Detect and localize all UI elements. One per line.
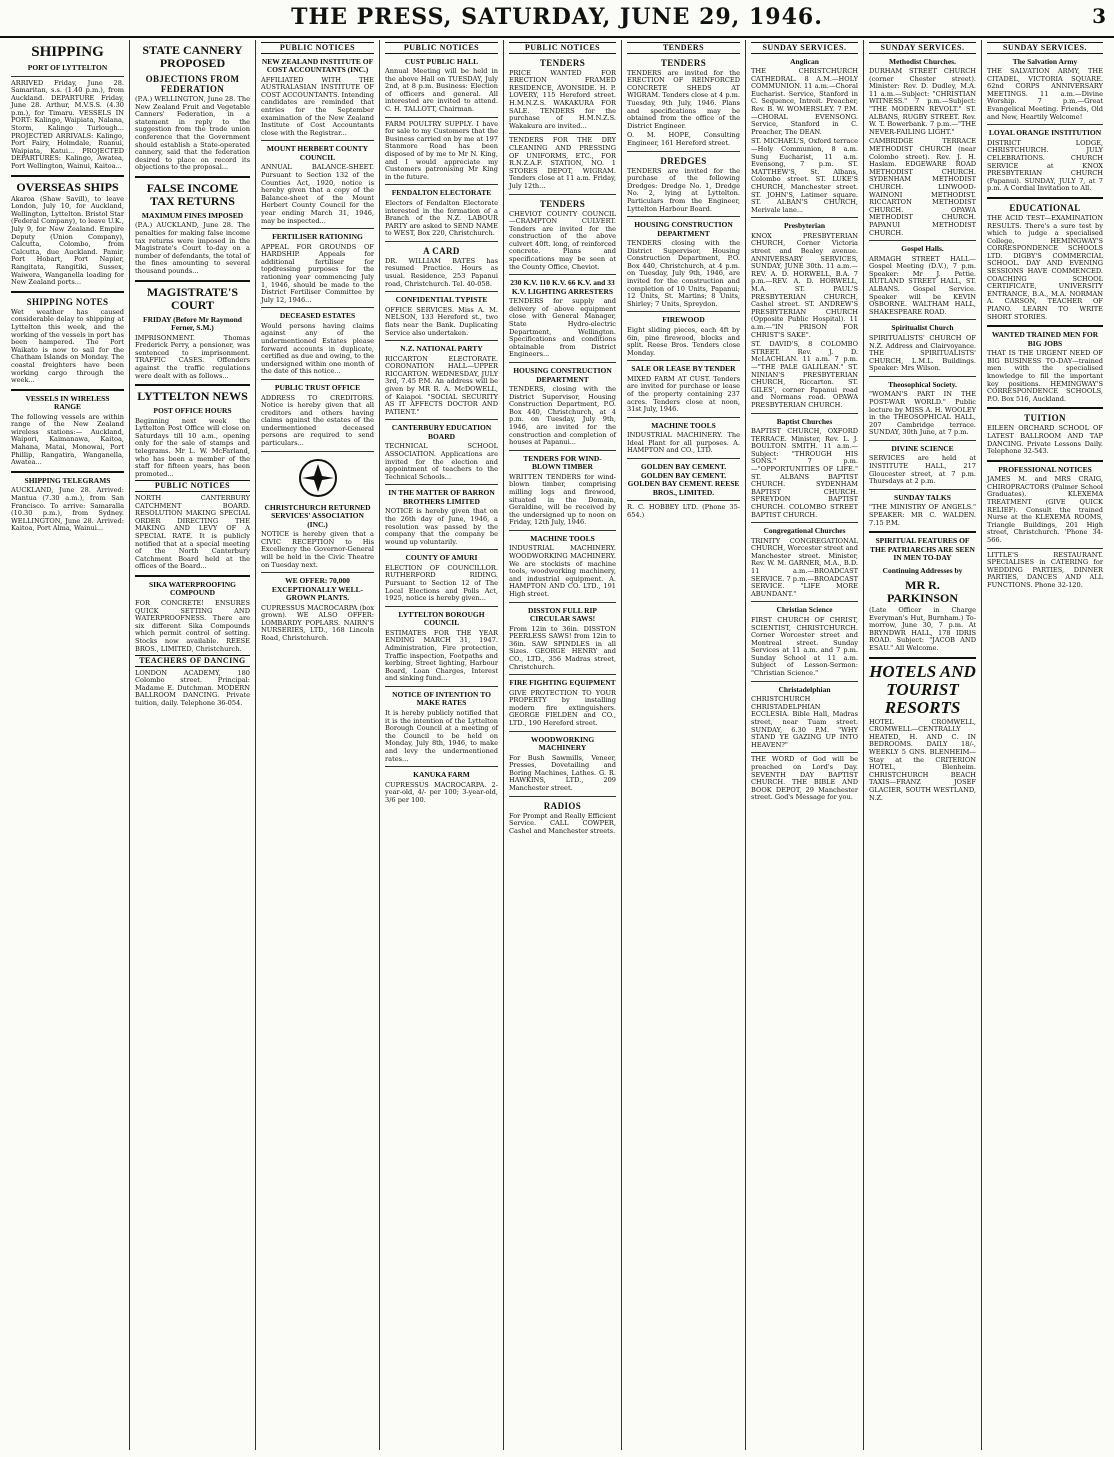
cost-text: AFFILIATED WITH THE AUSTRALASIAN INSTITUTE OF COST ACCOUNTANTS. Intending candidates are reminded that entries for the September examination of the New Zealand Institute of Cost Accountants close with the Registrar... — [261, 75, 374, 137]
typist-heading: CONFIDENTIAL TYPISTE — [395, 295, 488, 305]
patriarchs-text: (Late Officer in Charge Everyman's Hut, Burnham.) To-morrow, June 30, 7 p.m. At BRYNDWR HALL, 178 IDRIS ROAD. Subject: "JACOB AND ESAU." All Welcome. — [869, 606, 976, 653]
presbyterian-heading: Presbyterian — [783, 221, 826, 231]
christian-science-text: FIRST CHURCH OF CHRIST, SCIENTIST, CHRISTCHURCH. Corner Worcester street and Montreal street. Sunday Services at 11 a.m. and 7 p.m. Sunday School at 11 a.m. Subject of Lesson-Sermon: "Christian Science." — [751, 615, 858, 678]
machine-text: INDUSTRIAL MACHINERY. The Ideal Plant for all purposes. A. HAMPTON and CO., LTD. — [627, 431, 740, 455]
christadelphian-heading: Christadelphian — [778, 684, 831, 694]
tenders-heading: TENDERS — [660, 57, 707, 68]
dredges-heading: DREDGES — [660, 155, 707, 166]
kanuka-heading: KANUKA FARM — [413, 770, 470, 780]
theosophy-text: "WOMAN'S PART IN THE POST-WAR WORLD." Public lecture by MISS A. H. WOOLEY in the THEOSOPHICAL HALL, 207 Cambridge terrace. SUNDAY, 30th June, at 7 p.m. — [869, 390, 976, 437]
divine-science-text: SERVICES are held at INSTITUTE HALL, 217 Gloucester street, at 7 p.m. Thursdays at 2 p.m. — [869, 454, 976, 486]
congregational-heading: Congregational Churches — [763, 526, 846, 536]
tax-subheading: MAXIMUM FINES IMPOSED — [141, 210, 244, 220]
card-heading: A CARD — [423, 245, 460, 256]
congregational-text: TRINITY CONGREGATIONAL CHURCH, Worcester street and Manchester street. Minister, Rev. W. M. GARNER, M.A., B.D. 11 a.m.—BROADCAST SERVICE. 7 p.m.—BROADCAST SERVICE. "LIFE MORE ABUNDANT." — [751, 536, 859, 598]
column-tenders — [622, 40, 746, 1450]
dry-cleaning-text: TENDERS FOR THE DRY CLEANING AND PRESSING OF UNIFORMS, ETC., FOR R.N.Z.A.F. STATION, NO. 1 STORES DEPOT, WIGRAM. Tenders close at 11 a.m. Friday, July 12th... — [509, 136, 616, 190]
lyttelton-text: Beginning next week the Lyttelton Post Office will close on Saturdays till 10 a.m., opening only for the sale of stamps and telegrams. Mr L. W. McFarland, who has been a member of the staff for fifteen years, has been promoted... — [135, 416, 250, 478]
cannery-subheading: OBJECTIONS FROM FEDERATION — [145, 74, 240, 94]
mount-herbert-heading: MOUNT HERBERT COUNTY COUNCIL — [266, 144, 369, 162]
gospel-heading: Gospel Halls. — [901, 244, 944, 254]
word-of-god-text: THE WORD of God will be preached on Lord's Day. SEVENTH DAY BAPTIST CHURCH. THE BIBLE AND BOOK DEPOT, 29 Manchester street. God's Message for you. — [751, 755, 858, 802]
lyttelton-subheading: POST OFFICE HOURS — [153, 406, 232, 416]
trust-heading: PUBLIC TRUST OFFICE — [274, 383, 361, 392]
rsa-heading: CHRISTCHURCH RETURNED SERVICES' ASSOCIATION (INC.) — [264, 502, 371, 529]
arresters-text: TENDERS for supply and delivery of above equipment close with General Manager, State Hydro-electric Department, Wellington. Specifications and conditions obtainable from District Engineers... — [509, 297, 616, 359]
firewood-text: Eight sliding pieces, each 4ft by 6in, pine firewood, blocks and split. Reese Bros. Tenders close Monday. — [627, 325, 740, 357]
tax-text: (P.A.) AUCKLAND, June 28. The penalties for making false income tax returns were imposed in the Magistrate's Court to-day on a number of defendants, the total of the fines amounting to several thousand pounds... — [135, 221, 250, 275]
housing-dept-heading: HOUSING CONSTRUCTION DEPARTMENT — [513, 366, 612, 384]
sika-heading: SIKA WATERPROOFING COMPOUND — [148, 579, 237, 598]
educational-heading: EDUCATIONAL — [1009, 202, 1081, 213]
port-heading: PORT OF LYTTELTON — [27, 63, 108, 72]
tenders-text: PRICE WANTED FOR ERECTION FRAMED RESIDENCE, AVONSIDE. H. P. LOVERY, 115 Hereford street. H.M.N.Z.S. WAKAKURA FOR SALE. TENDERS for the purchase of H.M.N.Z.S. Wakakura are invited... — [509, 68, 616, 130]
professional-heading: PROFESSIONAL NOTICES — [998, 464, 1092, 474]
cust-text: Annual Meeting will be held in the above Hall on TUESDAY, July 2nd, at 8 p.m. Business: Election of officers and general. All interested are invited to attend. C. H. TALLOTT, Chairman. — [385, 67, 498, 114]
lyttelton-heading: LYTTELTON NEWS — [137, 389, 248, 404]
divine-science-heading: DIVINE SCIENCE — [891, 443, 954, 453]
tuition-text: EILEEN ORCHARD SCHOOL OF LATEST BALLROOM AND TAP DANCING. Private Lessons Daily. Telephone 32-543. — [987, 424, 1103, 456]
orange-heading: LOYAL ORANGE INSTITUTION — [988, 128, 1102, 138]
mount-herbert-text: ANNUAL BALANCE-SHEET. Pursuant to Section 132 of the Counties Act, 1920, notice is hereby given that a copy of the Balance-sheet of the Mount Herbert County Council for the year ending March 31, 1946, may be inspected... — [261, 163, 374, 225]
housing-heading: HOUSING CONSTRUCTION DEPARTMENT — [634, 220, 733, 238]
st-david-text: ST. DAVID'S, 8 COLOMBO STREET. Rev. J. D. McLACHLAN. 11 a.m. 7 p.m.—"THE PALE GALILEAN." ST. NINIAN'S PRESBYTERIAN CHURCH, Riccarton. ST. GILES', corner Papanui road and Normans road. OPAWA PRESBYTERIAN CHURCH. — [751, 340, 858, 409]
presbyterian-text: KNOX PRESBYTERIAN CHURCH, Corner Victoria street and Bealey avenue. ANNIVERSARY SERVICES, SUNDAY, JUNE 30th. 11 a.m.—REV. A. D. HORWELL, B.A. 7 p.m.—REV. A. D. HORWELL, M.A. ST. PAUL'S PRESBYTERIAN CHURCH, Cashel street. ST. ANDREW'S PRESBYTERIAN CHURCH (Opposite Public Hospital). 11 a.m.—"IN PRISON FOR CHRIST'S SAKE". — [751, 231, 858, 339]
telegrams-heading: SHIPPING TELEGRAMS — [24, 475, 111, 485]
column-sunday-services-1 — [746, 40, 864, 1450]
tenders-heading: TENDERS — [539, 57, 586, 68]
anglican-churches-text: ST. MICHAEL'S, Oxford terrace—Holy Communion, 8 a.m. Sung Eucharist, 11 a.m. Evensong, 7 p.m. ST. MATTHEW'S, St. Albans, Colombo street. ST. LUKE'S CHURCH, Manchester street. ST. JOHN'S, Latimer square. ST. ALBAN'S CHURCH, Merivale lane... — [751, 137, 858, 214]
restaurant-text: LITTLE'S RESTAURANT. SPECIALISES in CATERING for WEDDING PARTIES, DINNER PARTIES, DANCES AND ALL FUNCTIONS. Phone 32-120. — [987, 550, 1103, 589]
public-notices-banner: PUBLIC NOTICES — [261, 42, 374, 54]
sunday-talks-text: "THE MINISTRY OF ANGELS." SPEAKER: MR C. WALDEN. 7.15 P.M. — [869, 503, 976, 527]
shipping-heading: SHIPPING — [31, 44, 104, 60]
theosophy-heading: Theosophical Society. — [888, 379, 957, 389]
rsa-badge-icon — [288, 456, 348, 500]
sunday-services-banner: SUNDAY SERVICES. — [987, 42, 1103, 54]
christian-science-heading: Christian Science — [776, 605, 833, 615]
sika-text: FOR CONCRETE! ENSURES QUICK SETTING AND WATERPROOFNESS. There are six different Sika Compounds which permit control of setting. Stocks now available. REESE BROS., LIMITED, Christchurch. — [135, 598, 250, 653]
orange-text: DISTRICT LODGE, CHRISTCHURCH. JULY CELEBRATIONS. CHURCH SERVICE at KNOX PRESBYTERIAN CHURCH (Papanui). SUNDAY, JULY 7, at 7 p.m. A Cordial Invitation to All. — [987, 138, 1103, 193]
national-party-text: RICCARTON ELECTORATE. CORONATION HALL—UPPER RICCARTON. WEDNESDAY, JULY 3rd, 7.45 P.M. An address will be given by MR R. A. McDOWELL, of Kaiapoi. "SOCIAL SECURITY AS IT AFFECTS DOCTOR AND PATIENT." — [385, 354, 498, 416]
overseas-text: Akaroa (Shaw Savill), to leave London, July 10, for Auckland, Wellington, Lyttelton. Bristol Star (Federal Company), to leave U.K., July 9, for New Zealand. Empire Deputy (Union Company), Calcutta, Colombo, from Calcutta, due Auckland. Pamir, Port Hobart, Port Napier, Rangitata, Rangitiki, Sussex, Waiwera, Wanganella loading for New Zealand ports... — [11, 194, 124, 287]
overseas-heading: OVERSEAS SHIPS — [16, 179, 119, 194]
disston-heading: DISSTON FULL RIP CIRCULAR SAWS! — [527, 605, 598, 624]
firewood-heading: FIREWOOD — [662, 315, 705, 325]
baptist-text: BAPTIST CHURCH, OXFORD TERRACE. Minister, Rev. L. J. BOULTON SMITH. 11 a.m.—Subject: "THROUGH HIS SONS." 7 p.m.—"OPPORTUNITIES OF LIFE." ST. ALBANS BAPTIST CHURCH. SYDENHAM BAPTIST CHURCH. SPREYDON BAPTIST CHURCH. COLOMBO STREET BAPTIST CHURCH. — [751, 427, 858, 519]
column-sunday-services-2 — [864, 40, 982, 1450]
tenders-text: TENDERS are invited for the ERECTION OF REINFORCED CONCRETE SHEDS AT WIGRAM. Tenders close at 4 p.m. Tuesday, 9th July, 1946. Plans and specifications may be obtained from the office of the District Engineer. — [627, 68, 740, 130]
woodworking-text: For Bush Sawmills, Veneer, Presses, Dovetailing and Boring Machines, Lathes. G. R. HAWKINS, LTD., 209 Manchester street. — [509, 753, 616, 792]
christadelphian-text: CHRISTCHURCH CHRISTADELPHIAN ECCLESIA. Bible Hall, Madras street, near Tuam street. SUNDAY, 6.30 P.M. "WHY STAND YE GAZING UP INTO HEAVEN?" — [751, 695, 858, 749]
education-board-text: TECHNICAL SCHOOL ASSOCIATION. Applications are invited for the election and appointment of teachers to the Technical Schools... — [385, 442, 498, 481]
timber-text: WRITTEN TENDERS for wind-blown timber, comprising milling logs and firewood, situated in the Domain, Geraldine, will be received by the undersigned up to noon on Friday, 12th July, 1946. — [509, 472, 616, 527]
typist-text: OFFICE SERVICES. Miss A. M. NELSON, 133 Hereford st., two flats near the Bank. Duplicating Service also undertaken. — [385, 305, 498, 337]
dancing-text: LONDON ACADEMY, 180 Colombo street. Principal: Madame E. Dutchman. MODERN BALLROOM DANCING. Private tuition, daily. Telephone 36-054. — [135, 668, 250, 708]
column-sunday-services-3 — [982, 40, 1108, 1450]
column-public-notices-3 — [504, 40, 622, 1450]
anglican-text: THE CHRISTCHURCH CATHEDRAL. 8 A.M.—HOLY COMMUNION. 11 a.m.—Choral Eucharist. Service, Stanford in C. Sequence, Introit. Preacher, Rev. B. W. WOMERSLEY. 7 P.M.—CHORAL EVENSONG. Service, Stanford in C. Preacher, The DEAN. — [751, 67, 858, 136]
dredges-text: TENDERS are invited for the purchase of the following Dredges: Dredge No. 1, Dredge No. 2, lying at Lyttelton. Particulars from the Engineer, Lyttelton Harbour Board. — [627, 166, 740, 213]
sunday-talks-heading: SUNDAY TALKS — [894, 492, 951, 502]
radios-text: For Prompt and Really Efficient Service. CALL COWPER, Cashel and Manchester streets. — [509, 811, 616, 835]
cost-heading: NEW ZEALAND INSTITUTE OF COST ACCOUNTANTS (INC.) — [261, 56, 374, 75]
column-news — [130, 40, 256, 1450]
shipping-notes-text: Wet weather has caused considerable delay to shipping at Lyttelton this week, and the working of the vessels in port has been hampered. The Port Waikato is now to sail for the Chatham Islands on Monday. The coastal freighters have been working cargo through the week... — [11, 307, 124, 385]
arresters-heading: 230 K.V. 110 K.V. 66 K.V. and 33 K.V. LIGHTING ARRESTERS — [510, 278, 615, 296]
baptist-heading: Baptist Churches — [776, 416, 833, 426]
woodworking-heading: WOODWORKING MACHINERY — [530, 734, 595, 753]
housing-text: TENDERS closing with the District Supervisor, Housing Construction Department, P.O. Box 440, Christchurch, at 4 p.m. on Tuesday, July 9th, 1946, are invited for the construction and completion of 10 Units, Papanui; 12 Units, St. Martins; 8 Units, Shirley; 7 Units, Spreydon. — [627, 239, 740, 308]
rates-heading: NOTICE OF INTENTION TO MAKE RATES — [392, 689, 491, 708]
spiritualist-heading: Spiritualist Church — [891, 323, 954, 333]
wanted-heading: WANTED TRAINED MEN FOR BIG JOBS — [991, 330, 1099, 348]
methodist-churches-text: CAMBRIDGE TERRACE METHODIST CHURCH (near Colombo street). Rev. J. H. Haslam. EDGEWARE ROAD METHODIST CHURCH. SYDENHAM METHODIST CHURCH. LINWOOD-WAINONI METHODIST. RICCARTON METHODIST CHURCH. OPAWA METHODIST CHURCH. PAPANUI METHODIST CHURCH. — [869, 137, 976, 237]
masthead-title: THE PRESS, SATURDAY, JUNE 29, 1946. — [291, 4, 823, 30]
wireless-heading: VESSELS IN WIRELESS RANGE — [25, 393, 110, 412]
dancing-banner: TEACHERS OF DANCING — [135, 655, 250, 667]
cannery-heading: STATE CANNERY PROPOSED — [142, 43, 243, 70]
court-heading: MAGISTRATE'S COURT — [146, 284, 239, 312]
spiritualist-text: SPIRITUALISTS' CHURCH OF N.Z. Address and Clairvoyance. THE SPIRITUALISTS' CHURCH, L.M.L. Buildings. Speaker: Mrs Wilson. — [869, 333, 976, 373]
machine-heading: MACHINE TOOLS — [651, 420, 716, 430]
farm-sale-heading: SALE OR LEASE BY TENDER — [631, 364, 736, 374]
public-notices-banner: PUBLIC NOTICES — [385, 42, 498, 54]
poultry-text: FARM POULTRY SUPPLY. I have for sale to my Customers that the Business carried on by me at 197 Stanmore Road has been disposed of by me to Mr N. King, and I would appreciate my Customers patronising Mr King in the future. — [385, 119, 498, 181]
gospel-text: ARMAGH STREET HALL—Gospel Meeting (D.V.), 7 p.m. Speaker: Mr J. Pettie. RUTLAND STREET HALL, ST. ALBANS. Gospel Service. Speaker will be KEVIN OSBORNE. WALTHAM HALL, SHAKESPEARE ROAD. — [869, 254, 976, 316]
card-text: DR. WILLIAM BATES has resumed Practice. Hours as usual. Residence, 253 Papanui road, Christchurch. Tel. 40-058. — [385, 256, 498, 288]
deceased-heading: DECEASED ESTATES — [279, 311, 356, 321]
speaker-name: MR R. PARKINSON — [886, 578, 959, 606]
professional-text: JAMES M. and MRS CRAIG, CHIROPRACTORS (Palmer School Graduates). KLEXEMA TREATMENT (GIVE QUICK RELIEF). Consult the trained Nurse at the KLEXEMA ROOMS, Triangle Buildings, 201 High street, Christchurch. 'Phone 34-566. — [987, 475, 1103, 544]
shipping-text: ARRIVED Friday, June 28. Samaritan, s.s. (1.40 p.m.), from Auckland. DEPARTURE Friday, June 28. Arthur, M.V.S.S. (4.30 p.m.), for Timaru. VESSELS IN PORT: Kalingo, Waipiata, Nalana, Storm, Kalingo Turlough... PROJECTED ARRIVALS: Kalingo, Port Fairy, Holmdale, Ruanui, Waipiata, Katui... PROJECTED DEPARTURES: Kalingo, Awatea, Port Wellington, Wainui, Kaitoa... — [11, 78, 124, 171]
wireless-text: The following vessels are within range of the New Zealand wireless stations:— Auckland, Waipori, Kaimanawa, Kaitoa, Mahana, Matai, Monowai, Port Phillip, Rangatira, Wanganella, Awatea... — [11, 412, 124, 467]
court-subheading: FRIDAY (Before Mr Raymond Ferner, S.M.) — [143, 314, 242, 333]
barron-text: NOTICE is hereby given that on the 26th day of June, 1946, a resolution was passed by the company that the company be wound up voluntarily. — [385, 507, 498, 546]
column-public-notices-1 — [256, 40, 380, 1450]
salvation-heading: The Salvation Army — [1012, 56, 1078, 66]
cannery-text: (P.A.) WELLINGTON, June 28. The New Zealand Fruit and Vegetable Canners' Federation, in a statement in reply to the suggestion from the trade union conference that the Government should establish a State-operated cannery, said that the federation desired to place on record its objections to the proposal... — [135, 95, 250, 172]
patriarchs-subheading: Continuing Addresses by — [882, 565, 963, 575]
nursery-heading: WE OFFER: 70,000 EXCEPTIONALLY WELL-GROWN PLANTS. — [271, 576, 364, 603]
public-notices-banner: PUBLIC NOTICES — [509, 42, 616, 54]
wanted-text: THAT IS THE URGENT NEED OF BIG BUSINESS TO-DAY—trained men with the specialised knowledge to fill the important key positions. HEMINGWAY'S CORRESPONDENCE SCHOOLS, P.O. Box 516, Auckland. — [987, 349, 1103, 403]
farm-sale-text: MIXED FARM AT CUST. Tenders are invited for purchase or lease of the property containing 237 acres. Tenders close at noon, 31st July, 1946. — [627, 374, 740, 414]
hotels-heading: HOTELS AND TOURIST RESORTS — [869, 661, 976, 717]
patriarchs-heading: SPIRITUAL FEATURES OF THE PATRIARCHS ARE SEEN IN MEN TO-DAY — [870, 536, 975, 563]
deceased-text: Would persons having claims against any of the undermentioned Estates please forward accounts in duplicate, certified as due and owing, to the undersigned within one month of the date of this notice... — [261, 321, 374, 376]
catchment-notice-text: NORTH CANTERBURY CATCHMENT BOARD. RESOLUTION MAKING SPECIAL ORDER DIRECTING THE MAKING AND LEVY OF A SPECIAL RATE. It is publicly notified that at a special meeting of the North Canterbury Catchment Board held at the offices of the Board... — [135, 494, 250, 571]
column-shipping — [6, 40, 130, 1450]
amuri-text: ELECTION OF COUNCILLOR. RUTHERFORD RIDING. Pursuant to Section 12 of The Local Elections and Polls Act, 1925, notice is hereby given... — [385, 563, 498, 603]
machine-tools-text: INDUSTRIAL MACHINERY. WOODWORKING MACHINERY. We are stockists of machine tools, woodworking machinery, and industrial equipment. A. HAMPTON AND CO. LTD., 191 High street. — [509, 544, 616, 598]
trust-text: ADDRESS TO CREDITORS. Notice is hereby given that all creditors and others having claims against the estates of the undermentioned deceased persons are required to send particulars... — [261, 393, 374, 448]
fire-text: GIVE PROTECTION TO YOUR PROPERTY by installing modern fire extinguishers. GEORGE FIELDEN and CO., LTD., 190 Hereford street. — [509, 688, 616, 727]
anglican-heading: Anglican — [790, 56, 819, 66]
methodist-text: DURHAM STREET CHURCH (corner Chester street). Minister: Rev. D. Dudley, M.A. 11 a.m.—Subject: "CHRISTIAN WITNESS." 7 p.m.—Subject: "THE MODERN REVOLT." ST. ALBANS, RUGBY STREET. Rev. W. T. Bowerbank. 7 p.m.—"THE NEVER-FAILING LIGHT." — [869, 67, 976, 136]
hotels-text: HOTEL CROMWELL, CROMWELL—CENTRALLY HEATED, H. AND C. IN BEDROOMS. DAILY 18/-, WEEKLY 5 GNS. BLENHEIM—Stay at the CRITERION HOTEL, Blenheim. CHRISTCHURCH BEACH TAXIS—FRANZ JOSEF GLACIER, SOUTH WESTLAND, N.Z. — [869, 717, 976, 802]
barron-heading: IN THE MATTER OF BARRON BROTHERS LIMITED — [388, 488, 495, 506]
fertiliser-heading: FERTILISER RATIONING — [272, 232, 363, 242]
fendalton-text: Electors of Fendalton Electorate interested in the formation of a Branch of the N.Z. LABOUR PARTY are asked to SEND NAME to WEST, Box 220, Christchurch. — [385, 198, 498, 238]
masthead — [0, 0, 1114, 38]
lyttelton-borough-text: ESTIMATES FOR THE YEAR ENDING MARCH 31, 1947. Administration, Fire protection, Traffic inspection, Footpaths and kerbing, Street lighting, Harbour Board, Loan Charges, Interest and sinking fund... — [385, 628, 498, 683]
page-number: 3 — [1092, 4, 1106, 28]
tenders2-text: CHEVIOT COUNTY COUNCIL—CRAMPTON CULVERT. Tenders are invited for the construction of the above culvert 40ft. long, of reinforced concrete. Plans and specifications may be seen at the County Office, Cheviot. — [509, 209, 616, 271]
tenders2-heading: TENDERS — [539, 198, 586, 209]
tuition-heading: TUITION — [1024, 413, 1066, 424]
fire-heading: FIRE FIGHTING EQUIPMENT — [509, 678, 616, 688]
columns — [6, 40, 1108, 1450]
nursery-text: CUPRESSUS MACROCARPA (box grown). WE ALSO OFFER: LOMBARDY POPLARS. NAIRN'S NURSERIES, LTD., 168 Lincoln Road, Christchurch. — [261, 603, 374, 642]
sunday-services-banner: SUNDAY SERVICES. — [751, 42, 858, 54]
telegrams-text: AUCKLAND, June 28. Arrived: Mantua (7.30 a.m.), from San Francisco. To arrive: Samaralla (10.30 p.m.), from Sydney. WELLINGTON, June 28. Arrived: Kaitoa, Port Alma, Wainui... — [11, 486, 124, 533]
disston-text: From 12in to 36in. DISSTON PEERLESS SAWS! from 12in to 36in. SAW SPINDLES in all Sizes. GEORGE HENRY and CO., LTD., 356 Madras street, Christchurch. — [509, 624, 616, 671]
kanuka-text: CUPRESSUS MACROCARPA. 2-year-old, 4/- per 100; 3-year-old, 3/6 per 100. — [385, 780, 498, 804]
housing-dept-text: TENDERS, closing with the District Supervisor, Housing Construction Department, P.O. Box 440, Christchurch, at 4 p.m. on Tuesday, July 9th, 1946, are invited for the construction and completion of houses at Papanui... — [509, 385, 616, 447]
timber-heading: TENDERS FOR WIND-BLOWN TIMBER — [523, 453, 602, 472]
cust-heading: CUST PUBLIC HALL — [404, 56, 479, 66]
tenders-banner: TENDERS — [627, 42, 740, 54]
machine-tools-heading: MACHINE TOOLS — [530, 533, 595, 543]
hobbey-text: R. C. HOBBEY LTD. (Phone 35-654.) — [627, 503, 740, 519]
public-notices-banner: PUBLIC NOTICES — [135, 480, 250, 492]
national-party-heading: N.Z. NATIONAL PARTY — [400, 344, 483, 354]
golden-bay-text: GOLDEN BAY CEMENT. GOLDEN BAY CEMENT. GOLDEN BAY CEMENT. REESE BROS., LIMITED. — [627, 462, 740, 497]
court-text: IMPRISONMENT. Thomas Frederick Perry, a pensioner, was sentenced to imprisonment. TRAFFIC CASES. Offenders against the traffic regulations were dealt with as follows... — [135, 333, 250, 380]
rsa-text: NOTICE is hereby given that a CIVIC RECEPTION to His Excellency the Governor-General will be held in the Civic Theatre on Tuesday next. — [261, 530, 374, 569]
radios-heading: RADIOS — [543, 800, 582, 811]
salvation-text: THE SALVATION ARMY, THE CITADEL, VICTORIA SQUARE. 62nd CORPS ANNIVERSARY MEETINGS. 11 a.m.—Divine Worship. 7 p.m.—Great Evangelical Meeting. Friends, Old and New, Heartily Welcome! — [987, 67, 1103, 121]
educational-text: THE ACID TEST—EXAMINATION RESULTS. There's a sure test by which to judge a specialised College. HEMINGWAY'S CORRESPONDENCE SCHOOLS LTD. DIGBY'S COMMERCIAL SCHOOL. DAY AND EVENING SESSIONS HAVE COMMENCED. COACHING SCHOOL CERTIFICATE, UNIVERSITY ENTRANCE, B.A., M.A. NORMAN A. CARSON, TEACHER OF PIANO. LEARN TO WRITE SHORT STORIES. — [987, 213, 1103, 321]
shipping-notes-heading: SHIPPING NOTES — [26, 296, 109, 307]
rates-text: It is hereby publicly notified that it is the intention of the Lyttelton Borough Council at a meeting of the Council to be held on Monday, July 8th, 1946, to make and levy the undermentioned rates... — [385, 708, 498, 763]
tax-heading: FALSE INCOME TAX RETURNS — [146, 180, 239, 208]
engineer-text: O. M. HOPE, Consulting Engineer, 161 Hereford street. — [627, 131, 740, 147]
amuri-heading: COUNTY OF AMURI — [405, 553, 478, 563]
lyttelton-borough-heading: LYTTELTON BOROUGH COUNCIL — [398, 609, 485, 628]
sunday-services-banner: SUNDAY SERVICES. — [869, 42, 976, 54]
education-board-heading: CANTERBURY EDUCATION BOARD — [391, 423, 492, 441]
fendalton-heading: FENDALTON ELECTORATE — [391, 188, 492, 198]
methodist-heading: Methodist Churches. — [889, 56, 956, 66]
fertiliser-text: APPEAL FOR GROUNDS OF HARDSHIP. Appeals for additional fertiliser for topdressing purposes for the rationing year commencing July 1, 1946, should be made to the District Fertiliser Committee by July 12, 1946... — [261, 242, 374, 304]
column-public-notices-2 — [380, 40, 504, 1450]
